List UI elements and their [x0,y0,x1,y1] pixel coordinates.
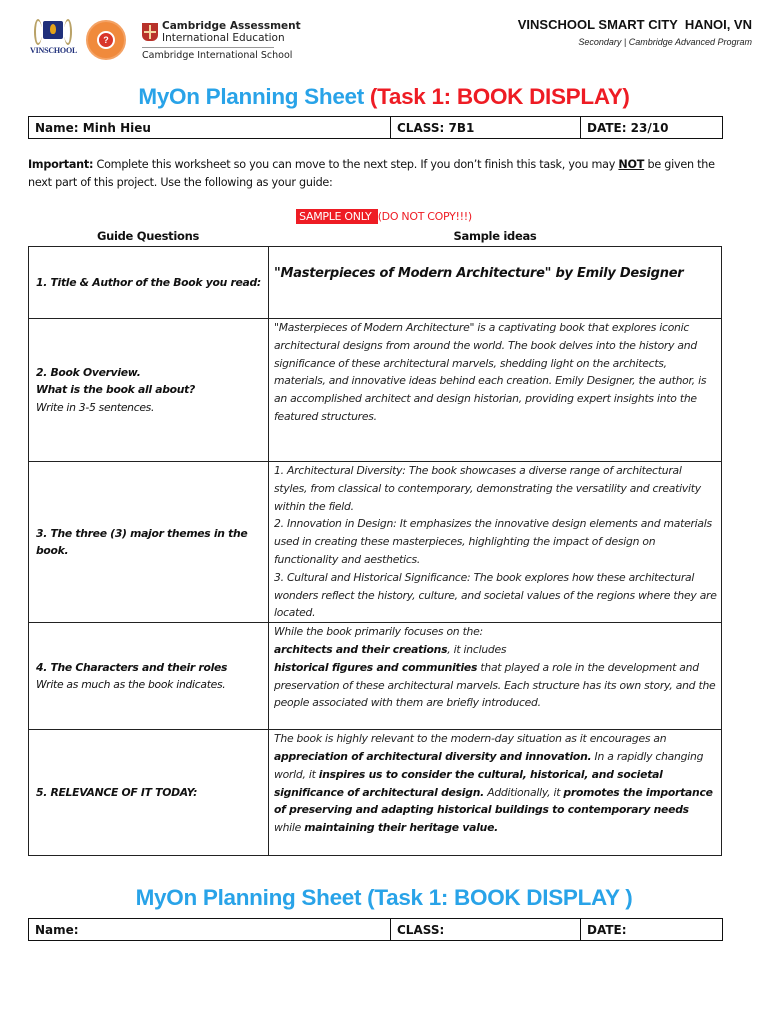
answer-text: , it includes [447,642,507,656]
answer-cell[interactable] [269,462,722,623]
title-red-part: (Task 1: BOOK DISPLAY) [369,84,630,109]
second-title-text: MyOn Planning Sheet (Task 1: BOOK DISPLAY ) [135,885,633,910]
question-text: 1. Title & Author of the Book you read: [36,275,261,289]
answer-emphasis: maintaining their heritage value. [304,821,499,835]
table-row [29,730,722,856]
question-text: 2. Book Overview. [36,365,141,379]
question-text: 5. RELEVANCE OF IT TODAY: [36,785,198,799]
answer-text: that played a role in the development and preservation of these architectural marvels. Each structure has its own story, and the people associated with them are briefly introduced. [274,660,716,710]
table-row [29,247,722,319]
header-logos [30,18,301,62]
answer-cell[interactable] [269,730,722,856]
question-text: 4. The Characters and their roles [36,660,228,674]
not-emphasis: NOT [618,158,645,171]
table-row [29,623,722,730]
instructions-text-2: be given the next part of this project. Use the following as your guide: [28,158,715,189]
page-title [0,84,768,110]
column-header-sample-ideas: Sample ideas [453,229,537,243]
sample-warning [0,210,768,223]
vinser-logo [86,20,126,60]
instructions-text-1: Complete this worksheet so you can move to the next step. If you don’t finish this task, you may [93,158,619,171]
student-info-row [28,116,723,139]
question-cell [29,623,269,730]
question-cell [29,319,269,462]
question-cell [29,247,269,319]
school-title: VINSCHOOL SMART CITY HANOI, VN [517,17,752,32]
magnifier-icon: ? [97,31,115,49]
question-text: What is the book all about? [36,383,196,397]
second-sheet-title [0,885,768,911]
school-subtitle: Secondary | Cambridge Advanced Program [578,37,752,47]
cambridge-logo [142,20,301,61]
answer-text: while [274,821,305,835]
answer-text: "Masterpieces of Modern Architecture" is a captivating book that explores iconic architectural designs from around the world. The book delves into the history and significance of these architectural marvels, shedding light on the architects, materials, and innovative ideas behind each creation. Emily Designer, the author, is an accomplished architect and design historian, providing expert insights into the featured structures. [274,321,707,423]
answer-cell[interactable] [269,623,722,730]
vinschool-wordmark: VINSCHOOL [30,46,78,55]
question-text: 3. The three (3) major themes in the book. [36,526,248,558]
answer-emphasis: appreciation of architectural diversity and innovation. [274,749,592,763]
title-blue-part: MyOn Planning Sheet [138,84,370,109]
question-cell [29,730,269,856]
question-cell [29,462,269,623]
theme-1: 1. Architectural Diversity: The book showcases a diverse range of architectural styles, from classical to contemporary, demonstrating the versatility and creativity within the field. [274,464,701,513]
sample-only-badge: SAMPLE ONLY [296,209,378,224]
cambridge-line-2: International Education [162,31,285,44]
answer-text: In a rapidly changing world, it [274,749,704,781]
question-hint: Write in 3-5 sentences. [36,400,155,414]
answer-cell[interactable]: "Masterpieces of Modern Architecture" by Emily Designer [269,247,722,319]
guide-table [28,246,722,856]
laurel-right-icon [64,19,72,45]
name-field[interactable]: Name: Minh Hieu [29,117,391,138]
answer-text: The book is highly relevant to the modern-day situation as it encourages an [274,732,667,746]
answer-emphasis: inspires us to consider the cultural, historical, and societal significance of architectural design. [274,767,663,799]
answer-text: Additionally, it [484,785,564,799]
blank-name-field[interactable]: Name: [29,919,391,940]
do-not-copy-text: (DO NOT COPY!!!) [377,210,472,223]
important-label: Important: [28,158,94,171]
blank-date-field[interactable]: DATE: [587,922,627,937]
vinschool-logo [30,17,76,63]
laurel-left-icon [34,19,42,45]
answer-cell[interactable] [269,319,722,462]
answer-emphasis: historical figures and communities [274,660,478,674]
date-field[interactable]: DATE: 23/10 [587,120,669,135]
table-row [29,462,722,623]
theme-2: 2. Innovation in Design: It emphasizes the innovative design elements and materials used in creating these masterpieces, highlighting the impact of design on functionality and aesthetics. [274,517,712,566]
table-row [29,319,722,462]
instructions-paragraph [28,156,740,192]
column-header-guide-questions: Guide Questions [96,229,200,243]
answer-emphasis: architects and their creations [274,642,448,656]
cambridge-school: Cambridge International School [142,49,293,61]
answer-text: While the book primarily focuses on the: [274,625,483,639]
answer-emphasis: promotes the importance of preserving and adapting historical buildings to contemporary needs [274,785,713,817]
blank-class-field[interactable]: CLASS: [391,919,581,940]
cambridge-shield-icon [142,23,158,41]
theme-3: 3. Cultural and Historical Significance: The book explores how these architectural wonders reflect the history, culture, and societal values of the regions where they are located. [274,570,717,620]
question-hint: Write as much as the book indicates. [36,678,226,692]
cambridge-line-1: Cambridge Assessment [162,19,301,32]
divider [142,47,274,48]
class-field[interactable]: CLASS: 7B1 [391,117,581,138]
flame-icon [50,24,56,34]
blank-student-info-row [28,918,723,941]
